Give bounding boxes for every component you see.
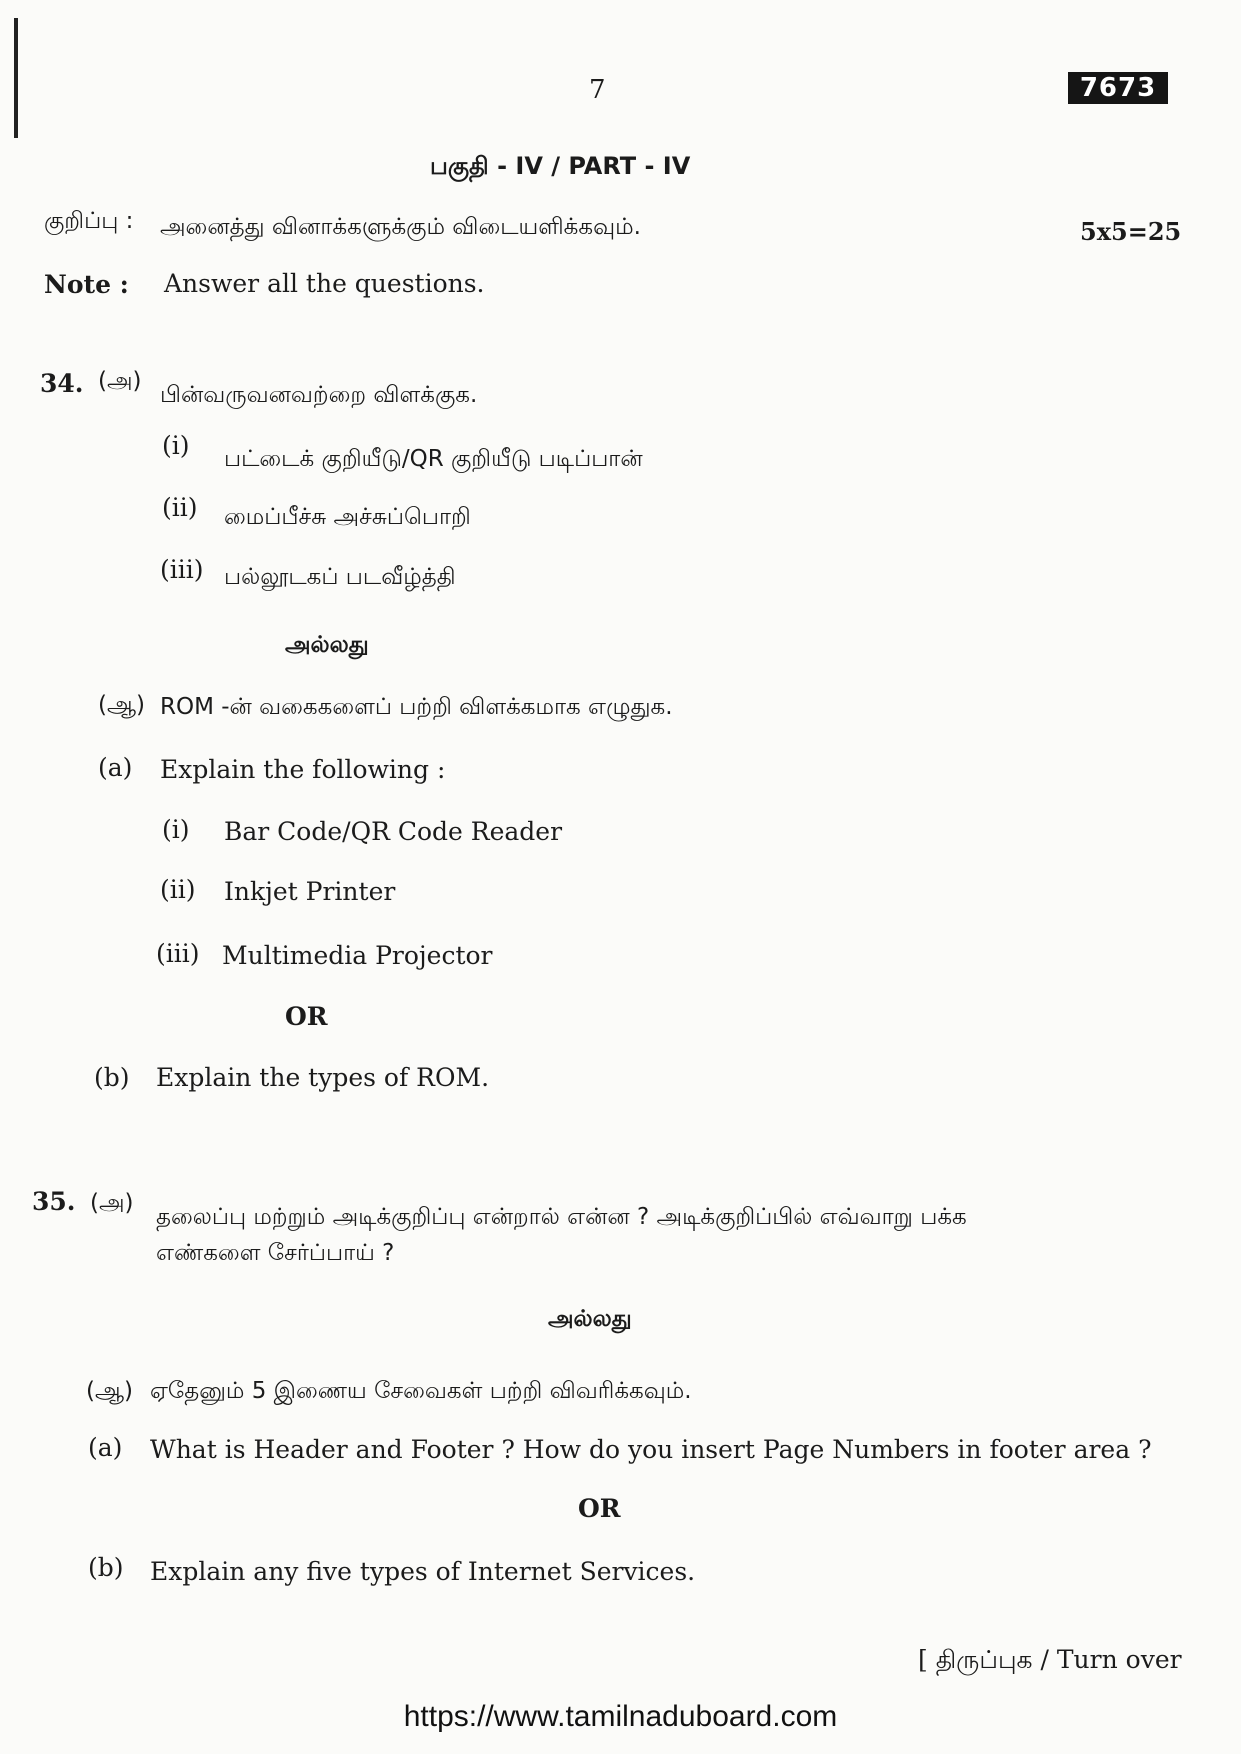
q35-tamil-a-line2: எண்களை சேர்ப்பாய் ? <box>156 1240 395 1266</box>
q34-english-item-2-num: (ii) <box>160 875 196 904</box>
marks-label: 5x5=25 <box>1080 217 1182 246</box>
note-tamil-label: குறிப்பு : <box>44 208 134 234</box>
q34-tamil-a-text: பின்வருவனவற்றை விளக்குக. <box>160 382 478 408</box>
q34-tamil-item-1-num: (i) <box>162 431 190 460</box>
q34-tamil-b-marker: (ஆ) <box>98 692 146 718</box>
part-heading: பகுதி - IV / PART - IV <box>430 152 691 180</box>
paper-code-badge: 7673 <box>1068 72 1168 104</box>
question-number-35: 35. <box>32 1187 76 1216</box>
note-english-text: Answer all the questions. <box>164 269 485 298</box>
q35-english-a-marker: (a) <box>88 1433 123 1462</box>
turn-over-label: [ திருப்புக / Turn over <box>918 1645 1182 1674</box>
q34-tamil-item-3-num: (iii) <box>160 555 204 584</box>
q35-tamil-a-line1: தலைப்பு மற்றும் அடிக்குறிப்பு என்றால் என்ன ? அடிக்குறிப்பில் எவ்வாறு பக்க <box>156 1204 967 1230</box>
question-number-34: 34. <box>40 369 84 398</box>
q35-english-b-text: Explain any five types of Internet Services. <box>150 1557 696 1586</box>
q34-tamil-item-3: பல்லூடகப் படவீழ்த்தி <box>224 564 456 590</box>
page-number: 7 <box>589 75 606 105</box>
q34-english-item-3-num: (iii) <box>156 939 200 968</box>
q34-english-item-1-num: (i) <box>162 815 190 844</box>
q34-english-item-1: Bar Code/QR Code Reader <box>224 817 563 846</box>
q34-english-or: OR <box>285 1002 328 1031</box>
note-english-label: Note : <box>44 270 129 299</box>
q35-tamil-a-marker: (அ) <box>90 1190 134 1216</box>
q34-tamil-or: அல்லது <box>285 632 369 658</box>
q35-english-or: OR <box>578 1494 621 1523</box>
q34-english-b-text: Explain the types of ROM. <box>156 1063 490 1092</box>
q34-tamil-item-2: மைப்பீச்சு அச்சுப்பொறி <box>224 504 471 530</box>
q35-english-b-marker: (b) <box>88 1553 124 1582</box>
q34-tamil-item-2-num: (ii) <box>162 493 198 522</box>
q34-english-b-marker: (b) <box>94 1063 130 1092</box>
q34-tamil-item-1: பட்டைக் குறியீடு/QR குறியீடு படிப்பான் <box>224 446 643 472</box>
q34-english-a-marker: (a) <box>98 753 133 782</box>
q35-english-a-text: What is Header and Footer ? How do you insert Page Numbers in footer area ? <box>150 1435 1152 1464</box>
source-url[interactable]: https://www.tamilnaduboard.com <box>403 1700 838 1733</box>
scan-edge-line <box>14 18 18 138</box>
q34-english-item-2: Inkjet Printer <box>224 877 396 906</box>
q34-tamil-a-marker: (அ) <box>98 368 142 394</box>
q35-tamil-b-marker: (ஆ) <box>86 1378 134 1404</box>
q34-english-item-3: Multimedia Projector <box>222 941 493 970</box>
note-tamil-text: அனைத்து வினாக்களுக்கும் விடையளிக்கவும். <box>160 214 641 240</box>
q34-tamil-b-text: ROM -ன் வகைகளைப் பற்றி விளக்கமாக எழுதுக. <box>160 694 673 720</box>
q35-tamil-or: அல்லது <box>548 1306 632 1332</box>
q34-english-a-text: Explain the following : <box>160 755 446 784</box>
q35-tamil-b-text: ஏதேனும் 5 இணைய சேவைகள் பற்றி விவரிக்கவும். <box>150 1378 692 1404</box>
